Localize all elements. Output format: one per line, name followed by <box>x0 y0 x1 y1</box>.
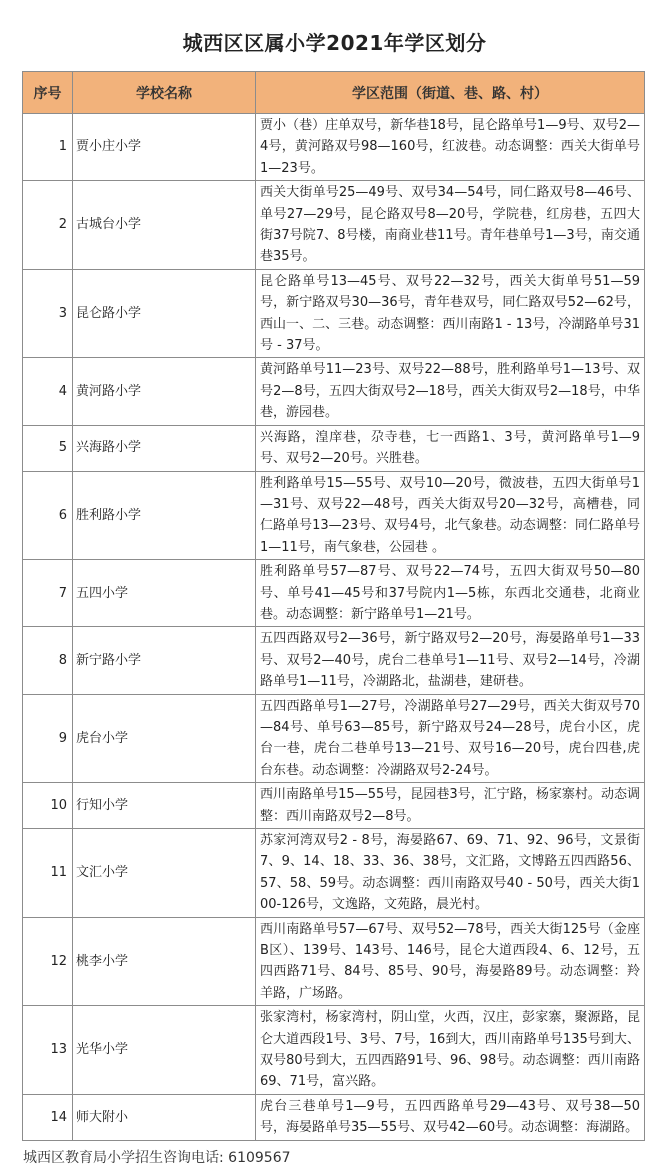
row-number: 1 <box>23 114 73 181</box>
table-row <box>23 694 645 783</box>
row-number: 13 <box>23 1006 73 1095</box>
school-district-table <box>22 71 645 1141</box>
table-header-row <box>23 72 645 114</box>
district-range: 西关大街单号25—49号、双号34—54号，同仁路双号8—46号、单号27—29号，昆仑路双号8—20号，学院巷，红房巷，五四大街37号院7、8号楼，南商业巷11号。青年巷单号1—3号，南交通巷35号。 <box>256 181 645 270</box>
district-range: 五四西路单号1—27号，冷湖路单号27—29号，西关大街双号70—84号、单号63—85号，新宁路双号24—28号，虎台小区，虎台一巷，虎台二巷单号13—21号、双号16—20号，虎台四巷,虎台东巷。动态调整：冷湖路双号2-24号。 <box>256 694 645 783</box>
school-name: 新宁路小学 <box>73 627 256 694</box>
row-number: 8 <box>23 627 73 694</box>
school-name: 师大附小 <box>73 1094 256 1140</box>
header-school-name: 学校名称 <box>73 72 256 114</box>
table-row <box>23 269 645 358</box>
row-number: 2 <box>23 181 73 270</box>
school-name: 文汇小学 <box>73 829 256 918</box>
table-row <box>23 627 645 694</box>
district-range: 西川南路单号57—67号、双号52—78号，西关大街125号（金座B区）、139号、143号、146号，昆仑大道西段4、6、12号，五四西路71号、84号、85号、90号，海晏路89号。动态调整：羚羊路，广场路。 <box>256 917 645 1006</box>
district-range: 胜利路单号15—55号、双号10—20号，微波巷，五四大街单号1—31号、双号22—48号，西关大街双号20—32号，高槽巷，同仁路单号13—23号、双号4号，北气象巷。动态调整：同仁路单号1—11号，南气象巷，公园巷 。 <box>256 471 645 560</box>
district-range: 兴海路，湟庠巷，尕寺巷，七一西路1、3号，黄河路单号1—9号、双号2—20号。兴胜巷。 <box>256 425 645 471</box>
footer-phone: 城西区教育局小学招生咨询电话: 6109567 <box>23 1150 291 1166</box>
table-row <box>23 425 645 471</box>
district-range: 西川南路单号15—55号，昆园巷3号，汇宁路，杨家寨村。动态调整：西川南路双号2—8号。 <box>256 783 645 829</box>
school-name: 光华小学 <box>73 1006 256 1095</box>
header-num: 序号 <box>23 72 73 114</box>
table-row <box>23 917 645 1006</box>
table-row <box>23 114 645 181</box>
district-range: 贾小（巷）庄单双号，新华巷18号，昆仑路单号1—9号、双号2—4号，黄河路双号98—160号，红波巷。动态调整：西关大街单号1—23号。 <box>256 114 645 181</box>
row-number: 10 <box>23 783 73 829</box>
school-name: 黄河路小学 <box>73 358 256 425</box>
row-number: 12 <box>23 917 73 1006</box>
table-row <box>23 783 645 829</box>
row-number: 5 <box>23 425 73 471</box>
school-name: 古城台小学 <box>73 181 256 270</box>
row-number: 4 <box>23 358 73 425</box>
row-number: 11 <box>23 829 73 918</box>
district-range: 虎台三巷单号1—9号，五四西路单号29—43号、双号38—50号，海晏路单号35—55号、双号42—60号。动态调整：海湖路。 <box>256 1094 645 1140</box>
district-range: 黄河路单号11—23号、双号22—88号，胜利路单号1—13号、双号2—8号，五四大街双号2—18号，西关大街双号2—18号，中华巷，游园巷。 <box>256 358 645 425</box>
table-row <box>23 1006 645 1095</box>
table-row <box>23 829 645 918</box>
header-district-range: 学区范围（街道、巷、路、村） <box>256 72 645 114</box>
district-range: 五四西路双号2—36号，新宁路双号2—20号，海晏路单号1—33号、双号2—40号，虎台二巷单号1—11号、双号2—14号，冷湖路单号1—11号，冷湖路北，盐湖巷，建研巷。 <box>256 627 645 694</box>
table-row <box>23 471 645 560</box>
school-name: 兴海路小学 <box>73 425 256 471</box>
school-name: 桃李小学 <box>73 917 256 1006</box>
school-name: 胜利路小学 <box>73 471 256 560</box>
table-row <box>23 358 645 425</box>
table-row <box>23 560 645 627</box>
table-row <box>23 1094 645 1140</box>
school-name: 虎台小学 <box>73 694 256 783</box>
district-range: 胜利路单号57—87号、双号22—74号，五四大街双号50—80号、单号41—45号和37号院内1—5栋，东西北交通巷，北商业巷。动态调整：新宁路单号1—21号。 <box>256 560 645 627</box>
district-range: 昆仑路单号13—45号、双号22—32号，西关大街单号51—59号，新宁路双号30—36号，青年巷双号，同仁路双号52—62号，西山一、二、三巷。动态调整：西川南路1 - 13号，冷湖路单号31号 - 37号。 <box>256 269 645 358</box>
school-name: 行知小学 <box>73 783 256 829</box>
district-range: 张家湾村，杨家湾村，阴山堂，火西，汉庄，彭家寨，聚源路，昆仑大道西段1号、3号、7号，16到大，西川南路单号135号到大、双号80号到大，五四西路91号、96、98号。动态调整：西川南路69、71号，富兴路。 <box>256 1006 645 1095</box>
row-number: 3 <box>23 269 73 358</box>
row-number: 9 <box>23 694 73 783</box>
row-number: 14 <box>23 1094 73 1140</box>
school-name: 贾小庄小学 <box>73 114 256 181</box>
school-name: 五四小学 <box>73 560 256 627</box>
row-number: 6 <box>23 471 73 560</box>
table-row <box>23 181 645 270</box>
page-title: 城西区区属小学2021年学区划分 <box>182 31 487 55</box>
school-name: 昆仑路小学 <box>73 269 256 358</box>
row-number: 7 <box>23 560 73 627</box>
district-range: 苏家河湾双号2 - 8号，海晏路67、69、71、92、96号，文景街7、9、14、18、33、36、38号，文汇路，文博路五四西路56、57、58、59号。动态调整：西川南路双号40 - 50号，西关大街100-126号，文逸路，文苑路，晨光村。 <box>256 829 645 918</box>
